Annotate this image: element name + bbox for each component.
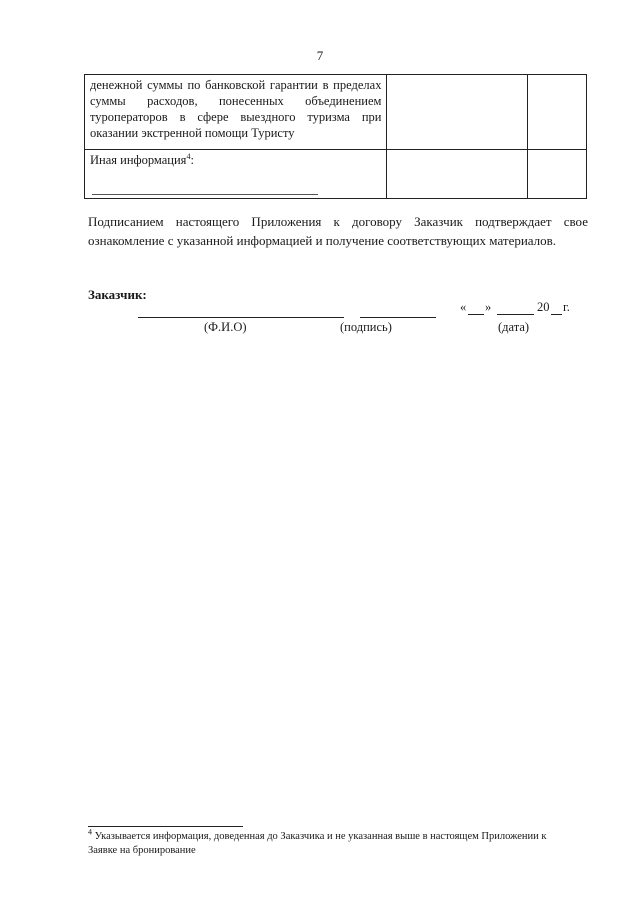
footnote (88, 827, 578, 858)
table-cell-note (528, 150, 587, 199)
date-close-quote: » (485, 300, 492, 314)
confirmation-paragraph (88, 212, 588, 250)
table-cell-value (387, 150, 528, 199)
cell-underline (92, 194, 318, 195)
paragraph-line: Подписанием настоящего Приложения к договору Заказчик подтверждает свое (88, 214, 588, 229)
year-prefix: 20 (537, 300, 550, 314)
date-open-quote: « (460, 300, 467, 314)
cell-text-line: денежной суммы по банковской гарантии в пределах (90, 78, 382, 92)
other-info-label: Иная информация (90, 153, 187, 167)
customer-label: Заказчик: (88, 287, 147, 302)
signature-line (360, 317, 436, 318)
footnote-separator (88, 826, 243, 827)
cell-text-line: туроператоров в сфере выездного туризма при (90, 110, 382, 124)
date-caption: (дата) (498, 320, 530, 334)
cell-text-line: оказании экстренной помощи Туристу (90, 126, 295, 140)
year-suffix: г. (563, 300, 570, 314)
table-cell-note (528, 75, 587, 150)
fio-caption: (Ф.И.О) (204, 320, 247, 334)
footnote-text: Указывается информация, доведенная до Заказчика и не указанная выше в настоящем Приложении к Заявке на бронирование (88, 831, 547, 856)
table-cell-value (387, 75, 528, 150)
table-cell-other-info (85, 150, 387, 199)
information-table (84, 74, 587, 199)
month-line (497, 314, 534, 315)
year-line (551, 314, 562, 315)
page-number: 7 (316, 48, 324, 63)
fio-line (138, 317, 344, 318)
footnote-reference: 4 (186, 151, 191, 161)
footnote-mark: 4 (88, 827, 92, 837)
table-row (85, 150, 587, 199)
table-cell-description (85, 75, 387, 150)
signature-caption: (подпись) (340, 320, 392, 334)
paragraph-line: ознакомление с указанной информацией и получение соответствующих материалов. (88, 233, 557, 248)
table-row (85, 75, 587, 150)
day-line (468, 314, 484, 315)
cell-text-line: суммы расходов, понесенных объединением (90, 94, 382, 108)
other-info-colon: : (190, 153, 194, 167)
